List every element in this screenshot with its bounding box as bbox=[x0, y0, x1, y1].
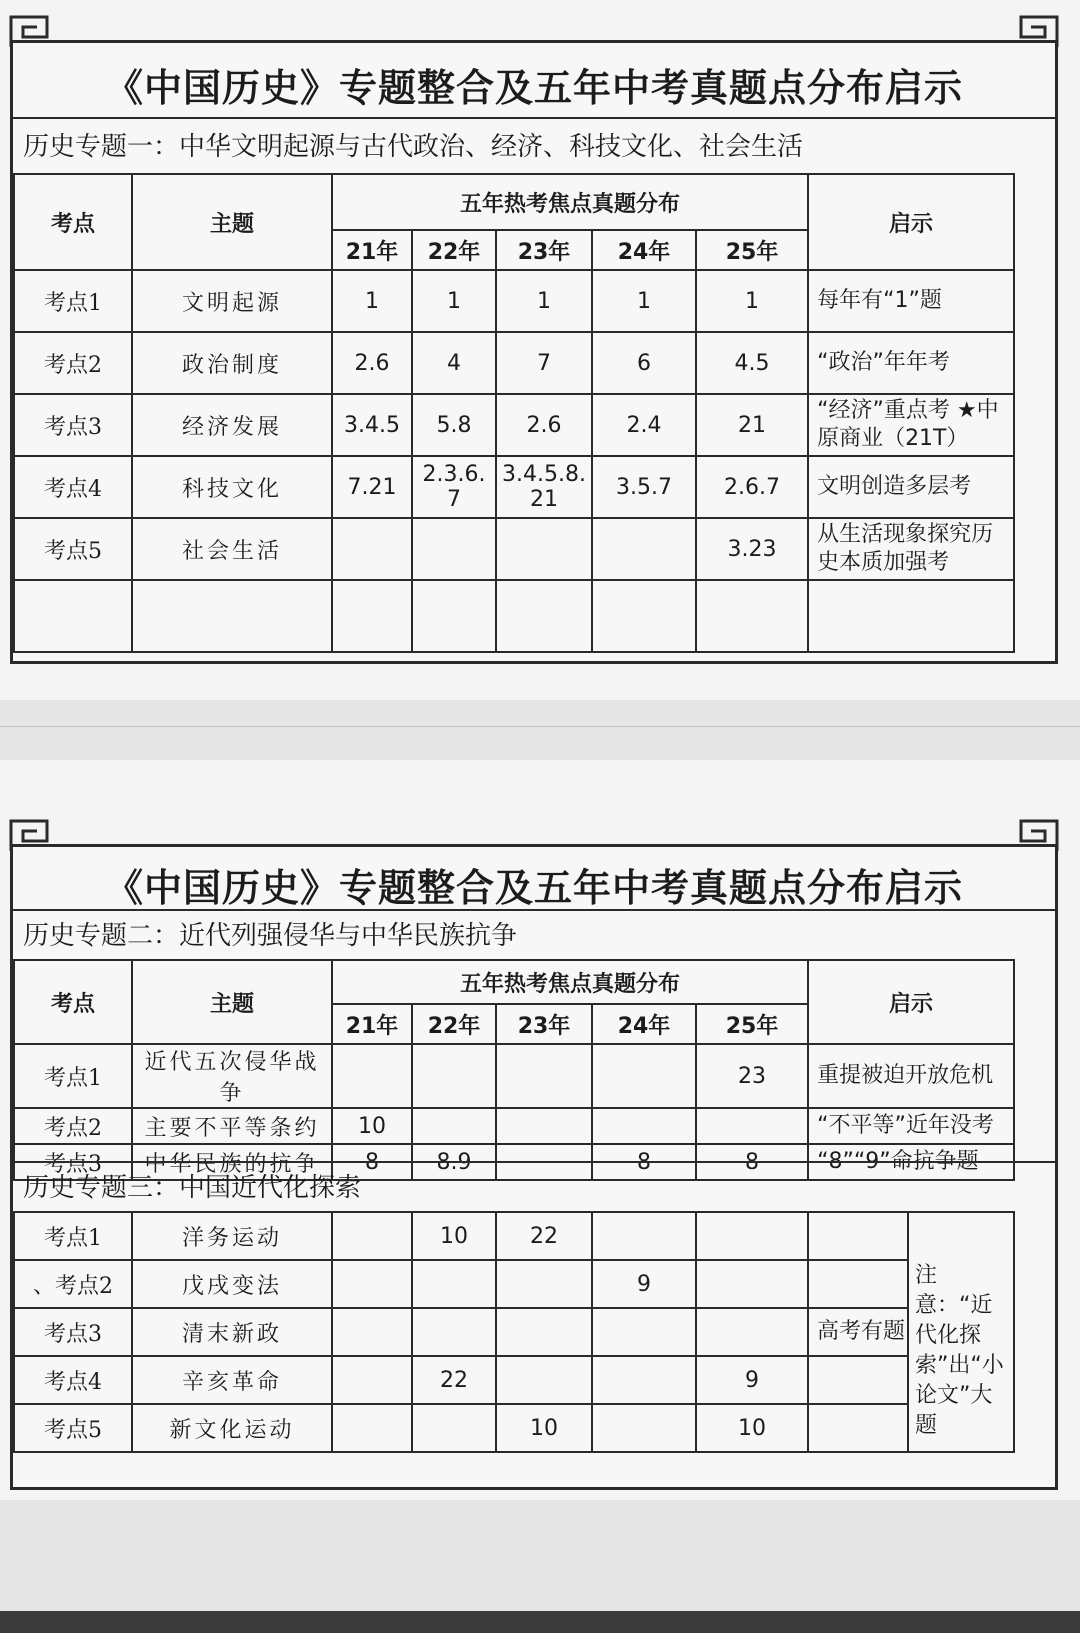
year-value-cell: 10 bbox=[332, 1108, 412, 1144]
qishi-cell: “不平等”近年没考 bbox=[808, 1108, 1014, 1144]
empty-cell bbox=[808, 580, 1014, 652]
year-value-cell: 1 bbox=[332, 270, 412, 332]
year-value-cell bbox=[496, 1044, 592, 1108]
header-year: 22年 bbox=[412, 230, 496, 270]
distribution-table-3 bbox=[13, 1211, 1015, 1453]
qishi-cell bbox=[808, 1212, 908, 1260]
year-value-cell bbox=[592, 1044, 696, 1108]
table-frame-bottom bbox=[10, 844, 1058, 1490]
year-value-cell: 2.4 bbox=[592, 394, 696, 456]
distribution-table-2 bbox=[13, 959, 1015, 1181]
year-value-cell bbox=[332, 1308, 412, 1356]
year-value-cell bbox=[496, 1108, 592, 1144]
year-value-cell: 3.4.5 bbox=[332, 394, 412, 456]
year-value-cell bbox=[412, 1260, 496, 1308]
qishi-cell: “经济”重点考 ★中原商业（21T） bbox=[808, 394, 1014, 456]
kaodian-cell: 考点5 bbox=[14, 518, 132, 580]
corner-ornament-left bbox=[7, 13, 55, 49]
topic-heading-2: 历史专题二：近代列强侵华与中华民族抗争 bbox=[13, 909, 1055, 959]
year-value-cell bbox=[696, 1260, 808, 1308]
empty-cell bbox=[412, 580, 496, 652]
theme-cell: 辛亥革命 bbox=[132, 1356, 332, 1404]
year-value-cell: 10 bbox=[412, 1212, 496, 1260]
year-value-cell bbox=[332, 1260, 412, 1308]
year-value-cell: 2.6 bbox=[332, 332, 412, 394]
qishi-cell: 文明创造多层考 bbox=[808, 456, 1014, 518]
table-row bbox=[14, 1308, 1014, 1356]
year-value-cell bbox=[496, 1356, 592, 1404]
year-value-cell bbox=[412, 1404, 496, 1452]
year-value-cell bbox=[332, 1356, 412, 1404]
qishi-cell: 每年有“1”题 bbox=[808, 270, 1014, 332]
year-value-cell bbox=[696, 1108, 808, 1144]
empty-cell bbox=[592, 580, 696, 652]
empty-cell bbox=[14, 580, 132, 652]
table-row bbox=[14, 456, 1014, 518]
document-title: 《中国历史》专题整合及五年中考真题点分布启示 bbox=[104, 866, 963, 910]
header-year: 24年 bbox=[592, 1004, 696, 1044]
page-fold-line bbox=[0, 726, 1080, 727]
empty-cell bbox=[332, 580, 412, 652]
year-value-cell bbox=[696, 1308, 808, 1356]
year-value-cell bbox=[332, 1212, 412, 1260]
table-row bbox=[14, 1404, 1014, 1452]
document-title: 《中国历史》专题整合及五年中考真题点分布启示 bbox=[104, 66, 963, 110]
distribution-table-1 bbox=[13, 173, 1015, 653]
year-value-cell: 7 bbox=[496, 332, 592, 394]
qishi-cell: 高考有题 bbox=[808, 1308, 908, 1356]
kaodian-cell: 考点4 bbox=[14, 1356, 132, 1404]
kaodian-cell: 考点2 bbox=[14, 332, 132, 394]
table-frame-top bbox=[10, 40, 1058, 664]
year-value-cell: 4.5 bbox=[696, 332, 808, 394]
bottom-shadow-bar bbox=[0, 1611, 1080, 1633]
header-year: 25年 bbox=[696, 1004, 808, 1044]
theme-cell: 近代五次侵华战争 bbox=[132, 1044, 332, 1108]
year-value-cell: 5.8 bbox=[412, 394, 496, 456]
theme-cell: 新文化运动 bbox=[132, 1404, 332, 1452]
header-kaodian: 考点 bbox=[14, 174, 132, 270]
year-value-cell bbox=[412, 518, 496, 580]
qishi-cell bbox=[808, 1260, 908, 1308]
qishi-cell bbox=[808, 1356, 908, 1404]
empty-row bbox=[14, 580, 1014, 652]
header-year: 21年 bbox=[332, 230, 412, 270]
theme-cell: 洋务运动 bbox=[132, 1212, 332, 1260]
year-value-cell bbox=[696, 1212, 808, 1260]
year-value-cell: 2.6 bbox=[496, 394, 592, 456]
kaodian-cell: 、考点2 bbox=[14, 1260, 132, 1308]
topic-heading-3: 历史专题三：中国近代化探索 bbox=[13, 1161, 1055, 1211]
year-value-cell: 2.6.7 bbox=[696, 456, 808, 518]
table-row bbox=[14, 1108, 1014, 1144]
theme-cell: 经济发展 bbox=[132, 394, 332, 456]
qishi-cell: “8”“9”命抗争题 bbox=[808, 1144, 1014, 1180]
year-value-cell bbox=[496, 1260, 592, 1308]
year-value-cell: 8.9 bbox=[412, 1144, 496, 1180]
header-kaodian: 考点 bbox=[14, 960, 132, 1044]
theme-cell: 戊戌变法 bbox=[132, 1260, 332, 1308]
year-value-cell bbox=[332, 518, 412, 580]
table-row bbox=[14, 1356, 1014, 1404]
year-value-cell bbox=[412, 1044, 496, 1108]
kaodian-cell: 考点5 bbox=[14, 1404, 132, 1452]
theme-cell: 政治制度 bbox=[132, 332, 332, 394]
year-value-cell bbox=[592, 1404, 696, 1452]
theme-cell: 社会生活 bbox=[132, 518, 332, 580]
table-row bbox=[14, 332, 1014, 394]
header-year: 21年 bbox=[332, 1004, 412, 1044]
year-value-cell: 3.4.5.8. 21 bbox=[496, 456, 592, 518]
year-value-cell bbox=[496, 1308, 592, 1356]
year-value-cell: 7.21 bbox=[332, 456, 412, 518]
header-qishi: 启示 bbox=[808, 174, 1014, 270]
theme-cell: 文明起源 bbox=[132, 270, 332, 332]
year-value-cell: 1 bbox=[696, 270, 808, 332]
year-value-cell: 1 bbox=[412, 270, 496, 332]
theme-cell: 科技文化 bbox=[132, 456, 332, 518]
year-value-cell: 9 bbox=[696, 1356, 808, 1404]
corner-ornament-right bbox=[1013, 817, 1061, 853]
year-value-cell: 9 bbox=[592, 1260, 696, 1308]
empty-cell bbox=[496, 580, 592, 652]
year-value-cell bbox=[332, 1404, 412, 1452]
kaodian-cell: 考点3 bbox=[14, 1144, 132, 1180]
year-value-cell: 1 bbox=[496, 270, 592, 332]
theme-cell: 清末新政 bbox=[132, 1308, 332, 1356]
year-value-cell bbox=[332, 1044, 412, 1108]
table-row bbox=[14, 518, 1014, 580]
header-year: 25年 bbox=[696, 230, 808, 270]
year-value-cell bbox=[592, 1356, 696, 1404]
note-cell: 注意：“近代化探索”出“小论文”大题 bbox=[908, 1212, 1014, 1452]
theme-cell: 主要不平等条约 bbox=[132, 1108, 332, 1144]
empty-cell bbox=[132, 580, 332, 652]
kaodian-cell: 考点3 bbox=[14, 1308, 132, 1356]
header-distribution: 五年热考焦点真题分布 bbox=[332, 960, 808, 1004]
kaodian-cell: 考点2 bbox=[14, 1108, 132, 1144]
header-year: 24年 bbox=[592, 230, 696, 270]
year-value-cell: 2.3.6. 7 bbox=[412, 456, 496, 518]
year-value-cell bbox=[592, 1212, 696, 1260]
year-value-cell bbox=[592, 518, 696, 580]
header-zhuti: 主题 bbox=[132, 960, 332, 1044]
year-value-cell: 6 bbox=[592, 332, 696, 394]
year-value-cell: 1 bbox=[592, 270, 696, 332]
year-value-cell: 8 bbox=[592, 1144, 696, 1180]
year-value-cell: 8 bbox=[696, 1144, 808, 1180]
year-value-cell: 22 bbox=[412, 1356, 496, 1404]
topic-heading-1: 历史专题一：中华文明起源与古代政治、经济、科技文化、社会生活 bbox=[13, 117, 1055, 173]
year-value-cell bbox=[412, 1308, 496, 1356]
header-qishi: 启示 bbox=[808, 960, 1014, 1044]
corner-ornament-right bbox=[1013, 13, 1061, 49]
year-value-cell bbox=[412, 1108, 496, 1144]
header-year: 23年 bbox=[496, 1004, 592, 1044]
qishi-cell: 重提被迫开放危机 bbox=[808, 1044, 1014, 1108]
year-value-cell: 8 bbox=[332, 1144, 412, 1180]
sheet-top bbox=[0, 0, 1080, 700]
kaodian-cell: 考点3 bbox=[14, 394, 132, 456]
year-value-cell: 4 bbox=[412, 332, 496, 394]
header-zhuti: 主题 bbox=[132, 174, 332, 270]
qishi-cell: 从生活现象探究历史本质加强考 bbox=[808, 518, 1014, 580]
kaodian-cell: 考点1 bbox=[14, 1044, 132, 1108]
table-row bbox=[14, 1044, 1014, 1108]
table-row bbox=[14, 1260, 1014, 1308]
qishi-cell: “政治”年年考 bbox=[808, 332, 1014, 394]
year-value-cell bbox=[496, 518, 592, 580]
table-row bbox=[14, 1212, 1014, 1260]
header-year: 22年 bbox=[412, 1004, 496, 1044]
year-value-cell: 3.23 bbox=[696, 518, 808, 580]
year-value-cell bbox=[592, 1108, 696, 1144]
kaodian-cell: 考点1 bbox=[14, 270, 132, 332]
theme-cell: 中华民族的抗争 bbox=[132, 1144, 332, 1180]
qishi-cell bbox=[808, 1404, 908, 1452]
header-distribution: 五年热考焦点真题分布 bbox=[332, 174, 808, 230]
corner-ornament-left bbox=[7, 817, 55, 853]
header-year: 23年 bbox=[496, 230, 592, 270]
year-value-cell: 10 bbox=[696, 1404, 808, 1452]
kaodian-cell: 考点1 bbox=[14, 1212, 132, 1260]
table-row bbox=[14, 270, 1014, 332]
year-value-cell: 3.5.7 bbox=[592, 456, 696, 518]
year-value-cell: 10 bbox=[496, 1404, 592, 1452]
year-value-cell bbox=[592, 1308, 696, 1356]
year-value-cell: 22 bbox=[496, 1212, 592, 1260]
sheet-bottom bbox=[0, 760, 1080, 1500]
year-value-cell: 23 bbox=[696, 1044, 808, 1108]
kaodian-cell: 考点4 bbox=[14, 456, 132, 518]
empty-cell bbox=[696, 580, 808, 652]
year-value-cell: 21 bbox=[696, 394, 808, 456]
table-row bbox=[14, 394, 1014, 456]
